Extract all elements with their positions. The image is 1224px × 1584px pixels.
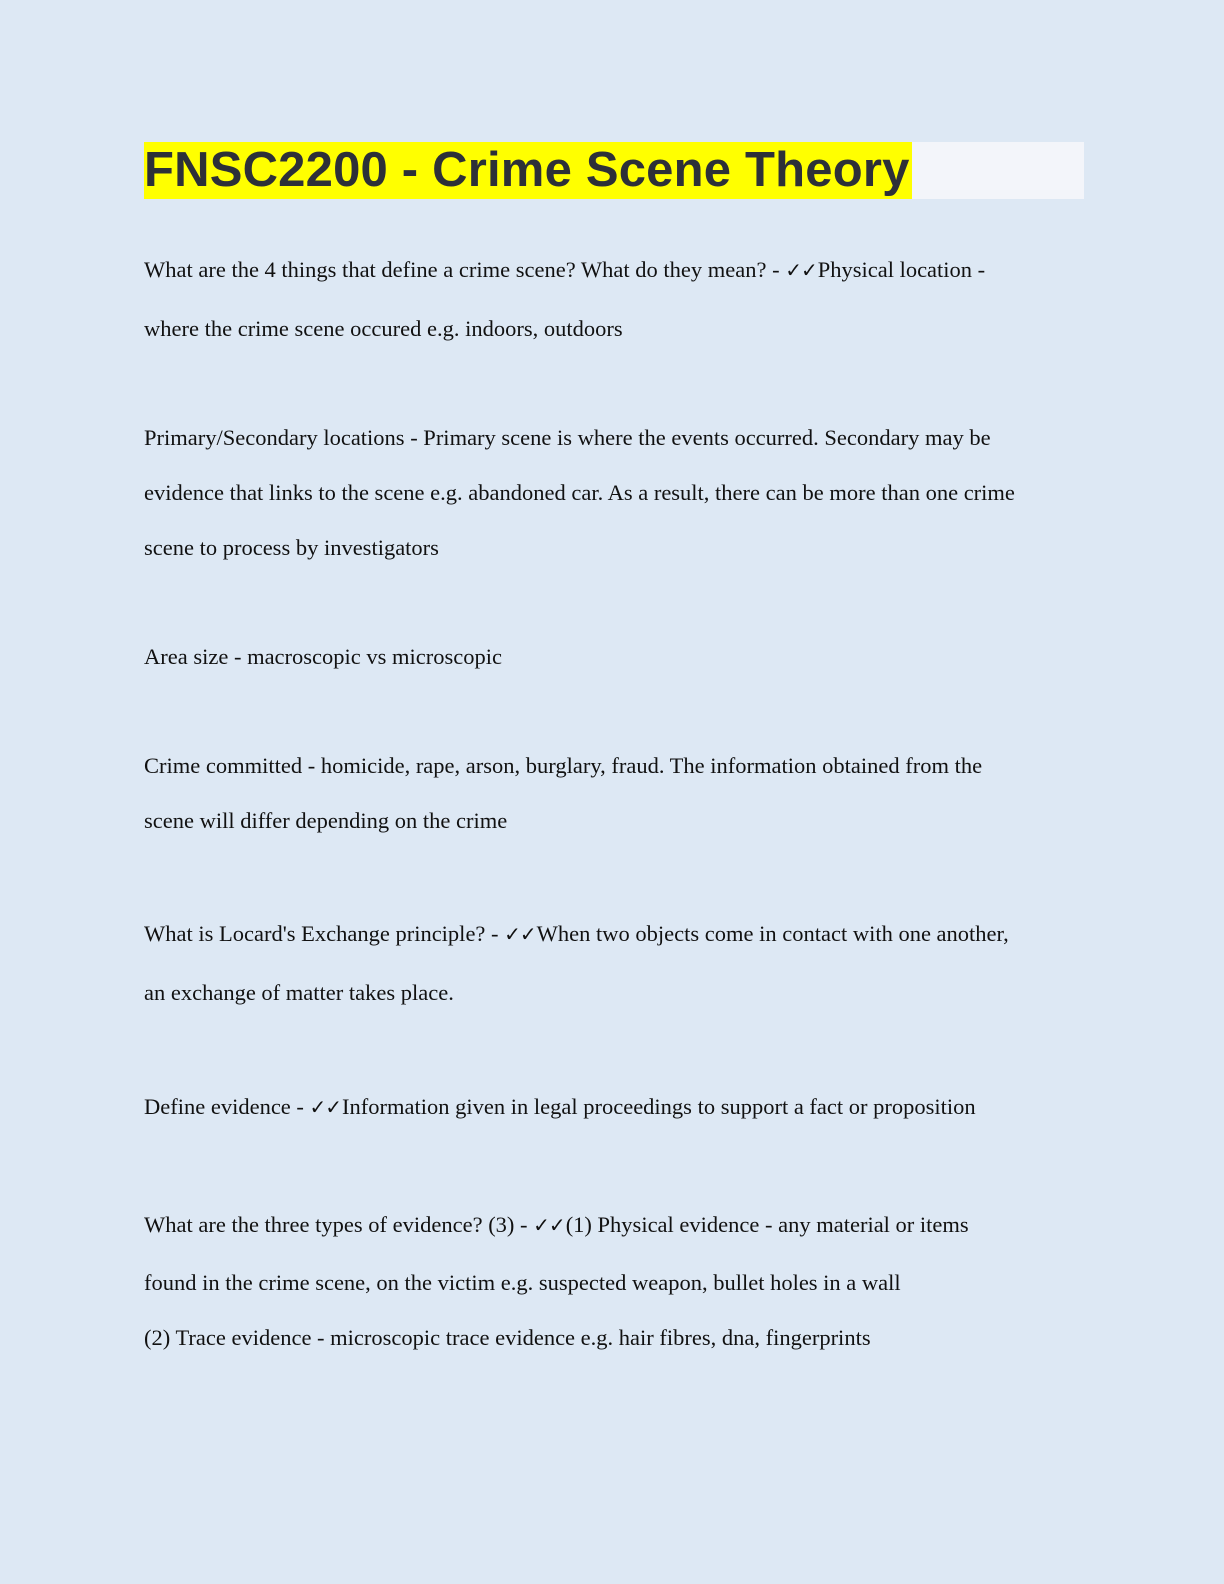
qa-evidence-types-answer-line-2: found in the crime scene, on the victim e.g. suspected weapon, bullet holes in a wall: [144, 1270, 901, 1295]
qa-evidence-types-answer-line-3: (2) Trace evidence - microscopic trace evidence e.g. hair fibres, dna, fingerprints: [144, 1325, 871, 1350]
qa-evidence-types-answer-line-1: (1) Physical evidence - any material or items: [565, 1212, 969, 1237]
qa-locard-answer-line-2: an exchange of matter takes place.: [144, 980, 454, 1005]
qa-locard-line-1: [144, 920, 1009, 948]
title-bar: [144, 142, 1084, 199]
para-primary-secondary-line-3: scene to process by investigators: [144, 535, 439, 560]
double-check-icon: ✓✓: [309, 1095, 342, 1119]
para-area-size: Area size - macroscopic vs microscopic: [144, 644, 502, 669]
double-check-icon: ✓✓: [785, 258, 817, 282]
document-page: [144, 142, 1084, 1350]
qa-1-question: What are the 4 things that define a crime scene? What do they mean? -: [144, 257, 786, 282]
double-check-icon: ✓✓: [533, 1213, 565, 1237]
page-title: FNSC2200 - Crime Scene Theory: [144, 143, 910, 197]
para-primary-secondary-line-1: Primary/Secondary locations - Primary scene is where the events occurred. Secondary may be: [144, 425, 991, 450]
qa-locard-answer-line-1: When two objects come in contact with one another,: [536, 921, 1009, 946]
qa-1-answer-line-1: Physical location -: [817, 257, 986, 282]
para-crime-committed-line-2: scene will differ depending on the crime: [144, 808, 508, 833]
para-primary-secondary-line-2: evidence that links to the scene e.g. abandoned car. As a result, there can be more than one crime: [144, 480, 1015, 505]
qa-define-evidence-question: Define evidence -: [144, 1094, 310, 1119]
qa-1-answer-line-2: where the crime scene occured e.g. indoors, outdoors: [144, 316, 623, 341]
qa-define-evidence-answer: Information given in legal proceedings to support a fact or proposition: [342, 1094, 976, 1119]
para-crime-committed-line-1: Crime committed - homicide, rape, arson, burglary, fraud. The information obtained from the: [144, 753, 983, 778]
double-check-icon: ✓✓: [504, 922, 536, 946]
qa-1-line-1: [144, 256, 985, 284]
qa-evidence-types-question: What are the three types of evidence? (3) -: [144, 1212, 534, 1237]
qa-locard-question: What is Locard's Exchange principle? -: [144, 921, 505, 946]
qa-evidence-types-line-1: [144, 1211, 969, 1239]
qa-define-evidence-line-1: [144, 1093, 976, 1121]
